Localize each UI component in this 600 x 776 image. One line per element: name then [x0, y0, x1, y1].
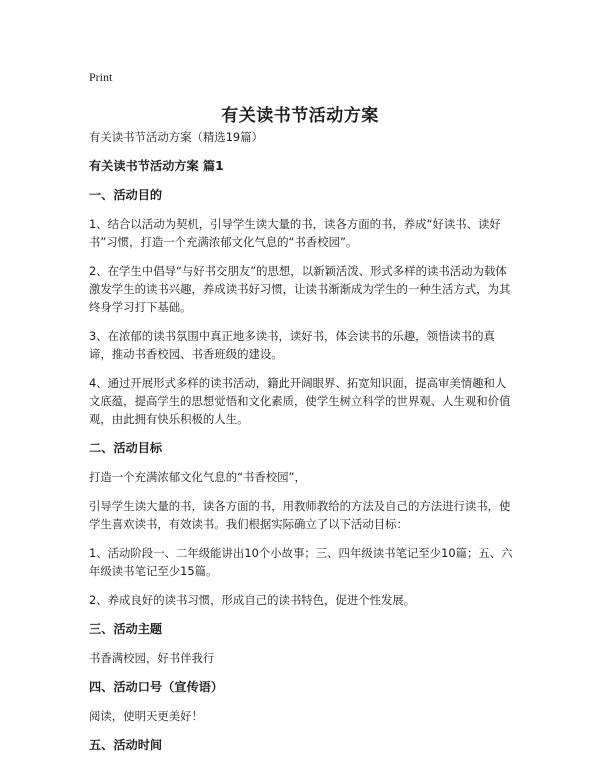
section-heading: 四、活动口号（宣传语）	[89, 680, 224, 694]
chapter-heading: 有关读书节活动方案 篇1	[89, 159, 224, 173]
paragraph: 引导学生读大量的书，读各方面的书，用教师教给的方法及自己的方法进行读书，使学生喜欢读书，有效读书。我们根据实际确立了以下活动目标：	[89, 499, 511, 531]
paragraph: 1、活动阶段一、二年级能讲出10个小故事；三、四年级读书笔记至少10篇；五、六年级读书笔记至少15篇。	[89, 546, 513, 578]
paragraph: 阅读，使明天更美好！	[89, 709, 203, 723]
page-title: 有关读书节活动方案	[221, 106, 379, 126]
section-heading: 二、活动目标	[89, 441, 163, 455]
paragraph: 书香满校园，好书伴我行	[89, 651, 215, 665]
print-link[interactable]: Print	[89, 70, 113, 84]
document-subtitle: 有关读书节活动方案（精选19篇）	[89, 130, 263, 144]
section-heading: 一、活动目的	[89, 188, 163, 202]
paragraph: 3、在浓郁的读书氛围中真正地多读书，读好书，体会读书的乐趣，领悟读书的真谛，推动书香校园、书香班级的建设。	[89, 329, 495, 361]
paragraph: 1、结合以活动为契机，引导学生读大量的书，读各方面的书，养成“好读书、读好书”习惯，打造一个充满浓郁文化气息的“书香校园”。	[89, 217, 501, 249]
paragraph: 2、养成良好的读书习惯，形成自己的读书特色，促进个性发展。	[89, 593, 416, 607]
paragraph: 4、通过开展形式多样的读书活动，籍此开阔眼界、拓宽知识面，提高审美情趣和人文底蕴，提高学生的思想觉悟和文化素质，使学生树立科学的世界观、人生观和价值观，由此拥有快乐积极的人生。	[89, 376, 511, 426]
paragraph: 2、在学生中倡导“与好书交朋友”的思想，以新颖活泼、形式多样的读书活动为载体激发学生的读书兴趣，养成读书好习惯，让读书渐渐成为学生的一种生活方式，为其终身学习打下基础。	[89, 264, 511, 314]
paragraph: 打造一个充满浓郁文化气息的“书香校园”，	[89, 470, 306, 484]
document-body	[89, 128, 517, 754]
section-heading: 三、活动主题	[89, 622, 163, 636]
section-heading: 五、活动时间	[89, 738, 163, 752]
